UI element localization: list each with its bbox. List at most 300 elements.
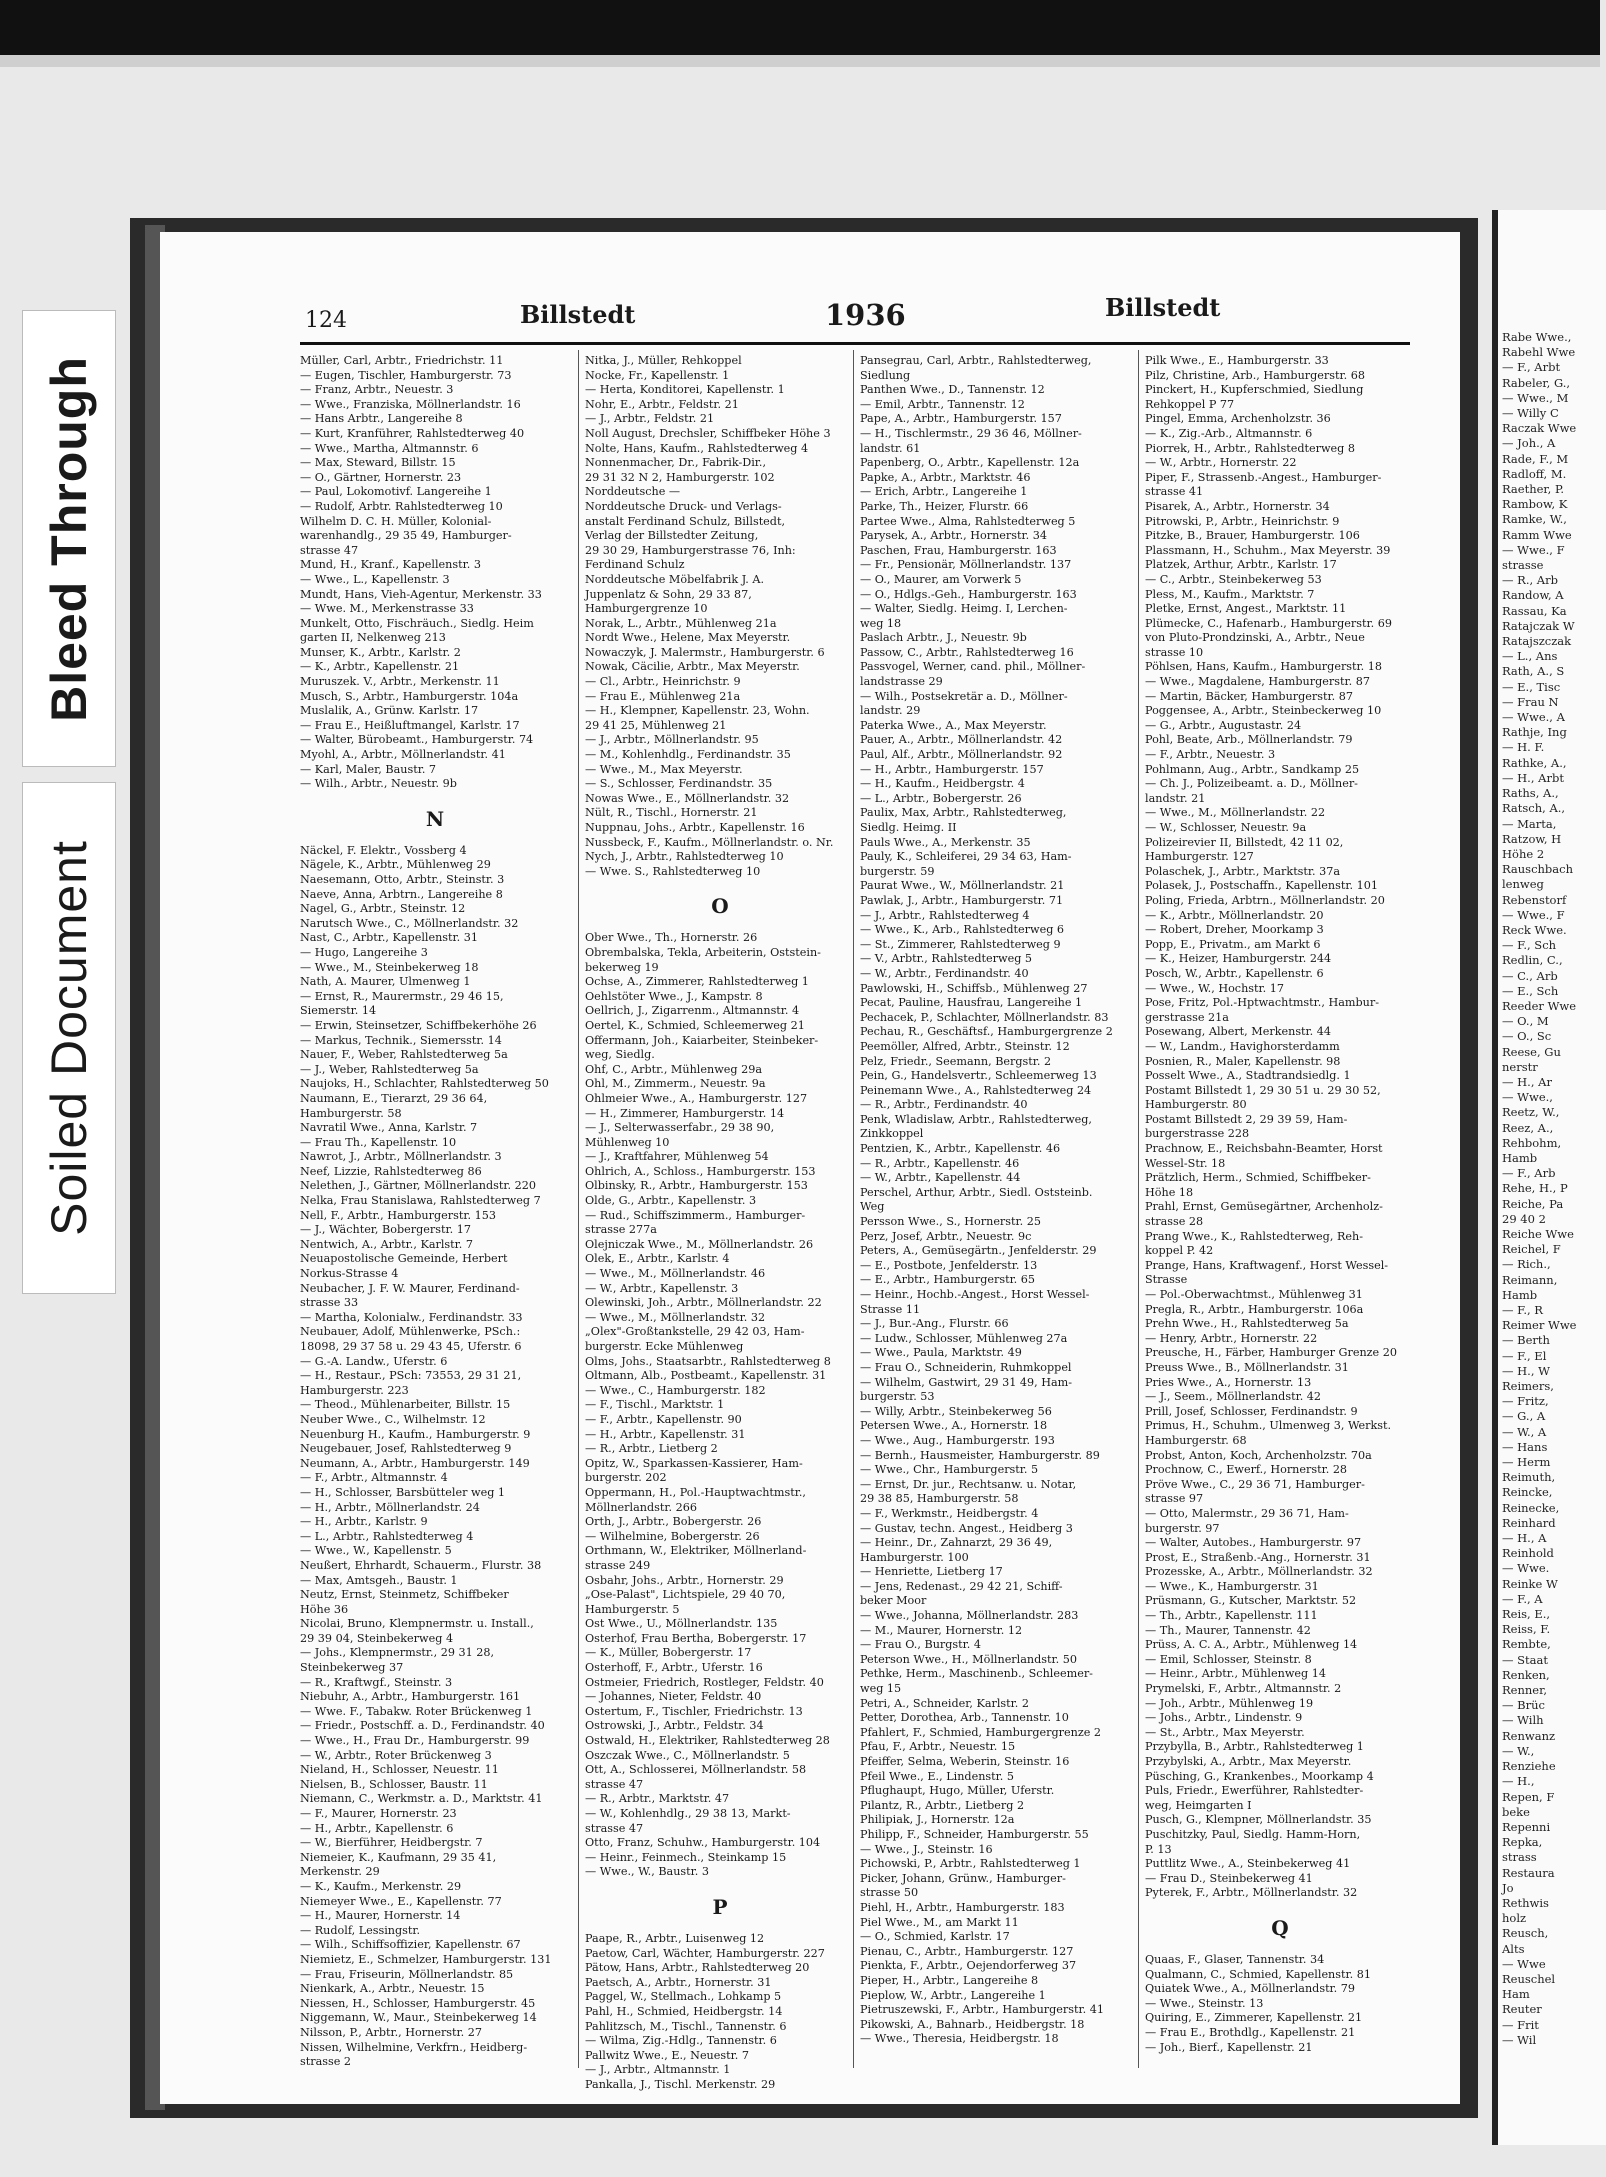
adjacent-page-fragment: — F., El xyxy=(1502,1348,1547,1363)
directory-entry: Pahlitzsch, M., Tischl., Tannenstr. 6 xyxy=(585,2019,787,2033)
adjacent-page-fragment: Repen, F xyxy=(1502,1789,1555,1804)
directory-entry: — C., Arbtr., Steinbekerweg 53 xyxy=(1145,572,1322,586)
directory-entry: strasse 41 xyxy=(1145,485,1204,499)
directory-entry: Wessel-Str. 18 xyxy=(1145,1156,1226,1170)
directory-entry: — Johs., Klempnermstr., 29 31 28, xyxy=(300,1646,495,1660)
directory-entry: — K., Heizer, Hamburgerstr. 244 xyxy=(1145,952,1332,966)
directory-entry: Penk, Wladislaw, Arbtr., Rahlstedterweg, xyxy=(860,1112,1092,1126)
directory-entry: Muslalik, A., Grünw. Karlstr. 17 xyxy=(300,704,479,718)
directory-entry: Nitka, J., Müller, Rehkoppel xyxy=(585,354,742,367)
adjacent-page-fragment: — H., xyxy=(1502,1774,1535,1789)
directory-entry: Verlag der Billstedter Zeitung, xyxy=(585,529,759,543)
adjacent-page-fragment: Reuschel xyxy=(1502,1971,1556,1986)
directory-entry: — Herta, Konditorei, Kapellenstr. 1 xyxy=(585,383,785,397)
directory-entry: Rehkoppel P 77 xyxy=(1145,397,1235,411)
adjacent-page-fragment: — Berth xyxy=(1502,1333,1550,1348)
directory-entry: — Emil, Arbtr., Tannenstr. 12 xyxy=(860,397,1025,411)
directory-entry: — Wwe., W., Hochstr. 17 xyxy=(1145,981,1284,995)
directory-entry: Niemietz, E., Schmelzer, Hamburgerstr. 131 xyxy=(300,1952,552,1966)
directory-entry: Neutz, Ernst, Steinmetz, Schiffbeker xyxy=(300,1588,509,1602)
directory-entry: Nissen, Wilhelmine, Verkfrn., Heidberg- xyxy=(300,2040,528,2054)
directory-entry: Orth, J., Arbtr., Bobergerstr. 26 xyxy=(585,1515,762,1529)
directory-entry: landstrasse 29 xyxy=(860,675,943,689)
directory-entry: — H., Klempner, Kapellenstr. 23, Wohn. xyxy=(585,704,810,718)
directory-entry: weg 15 xyxy=(860,1682,902,1696)
adjacent-page-fragment: — F., Arb xyxy=(1502,1166,1556,1181)
directory-entry: — Walter, Bürobeamt., Hamburgerstr. 74 xyxy=(300,733,534,747)
directory-entry: Pawlowski, H., Schiffsb., Mühlenweg 27 xyxy=(860,981,1088,995)
directory-entry: — Wwe., Johanna, Möllnerlandstr. 283 xyxy=(860,1609,1079,1623)
directory-entry: — Wwe., Paula, Marktstr. 49 xyxy=(860,1346,1022,1360)
directory-entry: Siedlung xyxy=(860,368,911,382)
adjacent-page-fragment: — Wwe., F xyxy=(1502,907,1565,922)
adjacent-page-fragment: Reincke, xyxy=(1502,1485,1553,1500)
adjacent-page-fragment: Reez, A., xyxy=(1502,1120,1554,1135)
directory-entry: Paetow, Carl, Wächter, Hamburgerstr. 227 xyxy=(585,1946,825,1960)
directory-entry: — J., Kraftfahrer, Mühlenweg 54 xyxy=(585,1150,769,1164)
column-divider xyxy=(1138,350,1139,2068)
adjacent-page-fragment: — Wwe., M xyxy=(1502,390,1569,405)
directory-entry: — Wwe., Chr., Hamburgerstr. 5 xyxy=(860,1463,1039,1477)
directory-entry: — H., Kaufm., Heidbergstr. 4 xyxy=(860,777,1025,791)
section-letter: O xyxy=(711,894,729,919)
directory-entry: — R., Kraftwgf., Steinstr. 3 xyxy=(300,1675,453,1689)
directory-entry: — Jens, Redenast., 29 42 21, Schiff- xyxy=(860,1579,1063,1593)
adjacent-page-fragment: Rabe Wwe., xyxy=(1502,330,1572,344)
directory-entry: — K., Arbtr., Kapellenstr. 21 xyxy=(300,660,460,674)
directory-entry: — W., Bierführer, Heidbergstr. 7 xyxy=(300,1836,483,1850)
directory-entry: Nych, J., Arbtr., Rahlstedterweg 10 xyxy=(585,850,784,864)
directory-entry: — Rudolf, Arbtr. Rahlstedterweg 10 xyxy=(300,499,503,513)
directory-entry: strasse 47 xyxy=(585,1777,644,1791)
directory-entry: — W., Arbtr., Hornerstr. 22 xyxy=(1145,456,1297,470)
directory-entry: Nentwich, A., Arbtr., Karlstr. 7 xyxy=(300,1237,474,1251)
directory-entry: Ostmeier, Friedrich, Rostleger, Feldstr. 40 xyxy=(585,1675,824,1689)
directory-entry: Naesemann, Otto, Arbtr., Steinstr. 3 xyxy=(300,873,505,886)
directory-entry: Nienkark, A., Arbtr., Neuestr. 15 xyxy=(300,1982,485,1996)
directory-entry: — Martin, Bäcker, Hamburgerstr. 87 xyxy=(1145,689,1353,703)
directory-entry: Quaas, F., Glaser, Tannenstr. 34 xyxy=(1145,1952,1325,1966)
directory-entry: — W., Landm., Havighorsterdamm xyxy=(1145,1039,1340,1053)
directory-entry: Ober Wwe., Th., Hornerstr. 26 xyxy=(585,931,758,945)
directory-entry: — Wwe., Franziska, Möllnerlandstr. 16 xyxy=(300,397,521,411)
directory-entry: Nocke, Fr., Kapellenstr. 1 xyxy=(585,368,730,382)
directory-entry: strasse 97 xyxy=(1145,1492,1204,1506)
adjacent-page-fragment: Raczak Wwe xyxy=(1502,421,1577,436)
directory-entry: Nell, F., Arbtr., Hamburgerstr. 153 xyxy=(300,1208,496,1222)
directory-entry: — J., Wächter, Bobergerstr. 17 xyxy=(300,1223,471,1237)
adjacent-page-fragment: Reimuth, xyxy=(1502,1470,1556,1485)
directory-entry: Naujoks, H., Schlachter, Rahlstedterweg 50 xyxy=(300,1077,549,1091)
directory-entry: Paetsch, A., Arbtr., Hornerstr. 31 xyxy=(585,1975,772,1989)
directory-entry: Popp, E., Privatm., am Markt 6 xyxy=(1145,937,1321,951)
adjacent-page-fragment: Repenni xyxy=(1502,1819,1551,1834)
directory-entry: Peinemann Wwe., A., Rahlstedterweg 24 xyxy=(860,1083,1092,1097)
directory-entry: — Johannes, Nieter, Feldstr. 40 xyxy=(585,1690,762,1704)
directory-entry: Hamburgergrenze 10 xyxy=(585,602,708,616)
directory-entry: Pletke, Ernst, Angest., Marktstr. 11 xyxy=(1145,602,1347,616)
directory-entry: — Wwe., M., Steinbekerweg 18 xyxy=(300,960,479,974)
adjacent-page-fragment: — L., Ans xyxy=(1502,649,1558,664)
section-letter: P xyxy=(712,1894,728,1919)
directory-entry: Pauls Wwe., A., Merkenstr. 35 xyxy=(860,835,1031,849)
directory-entry: Neef, Lizzie, Rahlstedterweg 86 xyxy=(300,1164,482,1178)
directory-entry: — Eugen, Tischler, Hamburgerstr. 73 xyxy=(300,368,512,382)
directory-entry: Posch, W., Arbtr., Kapellenstr. 6 xyxy=(1145,966,1324,980)
directory-entry: — Robert, Dreher, Moorkamp 3 xyxy=(1145,923,1324,937)
directory-entry: anstalt Ferdinand Schulz, Billstedt, xyxy=(585,514,786,528)
directory-entry: Pahl, H., Schmied, Heidbergstr. 14 xyxy=(585,2004,783,2018)
directory-entry: — H., Arbtr., Möllnerlandstr. 24 xyxy=(300,1500,480,1514)
directory-entry: — Wwe., Aug., Hamburgerstr. 193 xyxy=(860,1433,1055,1447)
directory-entry: — K., Müller, Bobergerstr. 17 xyxy=(585,1646,752,1660)
directory-entry: Nägele, K., Arbtr., Mühlenweg 29 xyxy=(300,858,491,872)
adjacent-page-fragment: Hamb xyxy=(1502,1287,1538,1302)
adjacent-page-fragment: Radloff, M. xyxy=(1502,466,1567,481)
directory-entry: — Fr., Pensionär, Möllnerlandstr. 137 xyxy=(860,558,1072,572)
adjacent-page-fragment: — Staat xyxy=(1502,1652,1548,1667)
directory-entry: Posewang, Albert, Merkenstr. 44 xyxy=(1145,1025,1332,1039)
directory-entry: Narutsch Wwe., C., Möllnerlandstr. 32 xyxy=(300,916,519,930)
directory-entry: Puls, Friedr., Ewerführer, Rahlstedter- xyxy=(1145,1784,1364,1798)
directory-entry: Musch, S., Arbtr., Hamburgerstr. 104a xyxy=(300,689,519,703)
directory-entry: — Frau O., Burgstr. 4 xyxy=(860,1638,981,1652)
directory-entry: — G.-A. Landw., Uferstr. 6 xyxy=(300,1354,448,1368)
directory-entry: „Olex"-Großtankstelle, 29 42 03, Ham- xyxy=(585,1325,805,1339)
directory-entry: — Wwe., K., Hamburgerstr. 31 xyxy=(1145,1579,1319,1593)
directory-entry: — O., Gärtner, Hornerstr. 23 xyxy=(300,470,462,484)
directory-entry: — H., Zimmerer, Hamburgerstr. 14 xyxy=(585,1106,785,1120)
directory-entry: — Wwe., M., Möllnerlandstr. 22 xyxy=(1145,806,1326,820)
directory-entry: Pawlak, J., Arbtr., Hamburgerstr. 71 xyxy=(860,893,1064,907)
directory-entry: — H., Restaur., PSch: 73553, 29 31 21, xyxy=(300,1369,522,1383)
directory-entry: Pisarek, A., Arbtr., Hornerstr. 34 xyxy=(1145,499,1330,513)
directory-entry: Puttlitz Wwe., A., Steinbekerweg 41 xyxy=(1145,1857,1351,1871)
directory-entry: — Henriette, Lietberg 17 xyxy=(860,1565,1003,1579)
directory-entry: — K., Arbtr., Möllnerlandstr. 20 xyxy=(1145,908,1324,922)
directory-entry: Norkus-Strasse 4 xyxy=(300,1267,399,1281)
directory-entry: gerstrasse 21a xyxy=(1145,1010,1229,1024)
directory-page xyxy=(160,232,1460,2104)
bleed-through-text: Bleed Through xyxy=(41,355,98,722)
directory-entry: Pauer, A., Arbtr., Möllnerlandstr. 42 xyxy=(860,733,1063,747)
directory-entry: Philipp, F., Schneider, Hamburgerstr. 55 xyxy=(860,1827,1089,1841)
directory-entry: Pilz, Christine, Arb., Hamburgerstr. 68 xyxy=(1145,368,1365,382)
adjacent-page-fragment: — O., M xyxy=(1502,1014,1549,1029)
directory-entry: Petter, Dorothea, Arb., Tannenstr. 10 xyxy=(860,1711,1069,1725)
directory-entry: Prange, Hans, Kraftwagenf., Horst Wessel- xyxy=(1145,1258,1389,1272)
directory-entry: — O., Maurer, am Vorwerk 5 xyxy=(860,572,1022,586)
adjacent-page-fragment: Ratzow, H xyxy=(1502,831,1562,846)
scanner-top-margin xyxy=(0,55,1600,67)
adjacent-page-fragment: — H., A xyxy=(1502,1531,1547,1546)
directory-entry: Nawrot, J., Arbtr., Möllnerlandstr. 3 xyxy=(300,1150,502,1164)
adjacent-page-fragment: Reimer Wwe xyxy=(1502,1318,1577,1333)
header-left-title: Billstedt xyxy=(520,300,636,329)
directory-entry: — Wwe., J., Steinstr. 16 xyxy=(860,1842,993,1856)
adjacent-page-fragment: — Herm xyxy=(1502,1455,1551,1470)
adjacent-page-fragment: Reusch, xyxy=(1502,1926,1549,1941)
directory-entry: — Rudolf, Lessingstr. xyxy=(300,1923,421,1937)
adjacent-page-fragment: Rehe, H., P xyxy=(1502,1181,1568,1196)
directory-entry: — Wwe., M., Möllnerlandstr. 46 xyxy=(585,1267,766,1281)
directory-entry: Pingel, Emma, Archenholzstr. 36 xyxy=(1145,412,1331,426)
adjacent-page-fragment: — O., Sc xyxy=(1502,1029,1552,1044)
directory-entry: Osterhoff, F., Arbtr., Uferstr. 16 xyxy=(585,1661,763,1675)
directory-entry: — Wilh., Arbtr., Neuestr. 9b xyxy=(300,777,457,791)
directory-entry: Niggemann, W., Maur., Steinbekerweg 14 xyxy=(300,2011,537,2025)
column-divider xyxy=(853,350,854,2068)
directory-entry: Postamt Billstedt 2, 29 39 59, Ham- xyxy=(1145,1112,1348,1126)
directory-entry: Picker, Johann, Grünw., Hamburger- xyxy=(860,1871,1066,1885)
directory-entry: Nonnenmacher, Dr., Fabrik-Dir., xyxy=(585,456,767,470)
directory-entry: Nussbeck, F., Kaufm., Möllnerlandstr. o. Nr. xyxy=(585,835,834,849)
directory-entry: Olbinsky, R., Arbtr., Hamburgerstr. 153 xyxy=(585,1179,808,1193)
directory-entry: Prozesske, A., Arbtr., Möllnerlandstr. 32 xyxy=(1145,1565,1373,1579)
directory-entry: — H., Schlosser, Barsbütteler weg 1 xyxy=(300,1485,506,1499)
directory-entry: Munser, K., Arbtr., Karlstr. 2 xyxy=(300,645,461,659)
directory-entry: Höhe 36 xyxy=(300,1602,349,1616)
directory-entry: — R., Arbtr., Marktstr. 47 xyxy=(585,1792,730,1806)
directory-entry: Paslach Arbtr., J., Neuestr. 9b xyxy=(860,631,1027,645)
directory-entry: 29 30 29, Hamburgerstrasse 76, Inh: xyxy=(585,543,796,557)
directory-entry: Hamburgerstr. 80 xyxy=(1145,1098,1247,1112)
directory-entry: strasse 249 xyxy=(585,1558,651,1572)
directory-entry: — Walter, Autobes., Hamburgerstr. 97 xyxy=(1145,1536,1362,1550)
directory-entry: strasse 2 xyxy=(300,2055,352,2069)
directory-entry: Orthmann, W., Elektriker, Möllnerland- xyxy=(585,1544,807,1558)
directory-entry: Pilantz, R., Arbtr., Lietberg 2 xyxy=(860,1798,1025,1812)
directory-entry: — St., Zimmerer, Rahlstedterweg 9 xyxy=(860,937,1061,951)
directory-entry: — Wwe., L., Kapellenstr. 3 xyxy=(300,572,450,586)
adjacent-page-fragment: Rabeler, G., xyxy=(1502,375,1571,390)
directory-entry: Niebuhr, A., Arbtr., Hamburgerstr. 161 xyxy=(300,1690,521,1704)
adjacent-page-fragment: Rauschbach xyxy=(1502,862,1573,877)
directory-entry: Prochnow, C., Ewerf., Hornerstr. 28 xyxy=(1145,1463,1348,1477)
directory-entry: — F., Arbtr., Neuestr. 3 xyxy=(1145,748,1276,762)
directory-entry: Pose, Fritz, Pol.-Hptwachtmstr., Hambur- xyxy=(1145,996,1379,1010)
directory-entry: Pankalla, J., Tischl. Merkenstr. 29 xyxy=(585,2077,776,2091)
directory-entry: Pein, G., Handelsvertr., Schleemerweg 13 xyxy=(860,1069,1097,1083)
directory-entry: — K., Zig.-Arb., Altmannstr. 6 xyxy=(1145,426,1313,440)
directory-entry: Strasse 11 xyxy=(860,1302,921,1316)
adjacent-page-fragment: — R., Arb xyxy=(1502,573,1558,588)
directory-entry: Platzek, Arthur, Arbtr., Karlstr. 17 xyxy=(1145,558,1337,572)
directory-entry: Noll August, Drechsler, Schiffbeker Höhe 3 xyxy=(585,426,831,440)
directory-entry: Näckel, F. Elektr., Vossberg 4 xyxy=(300,843,467,857)
adjacent-page-fragment: Reichel, F xyxy=(1502,1242,1561,1257)
directory-entry: Pohl, Beate, Arb., Möllnerlandstr. 79 xyxy=(1145,733,1353,747)
directory-entry: Niemann, C., Werkmstr. a. D., Marktstr. 41 xyxy=(300,1792,543,1806)
soiled-document-label xyxy=(22,782,116,1294)
directory-entry: Plassmann, H., Schuhm., Max Meyerstr. 39 xyxy=(1145,543,1391,557)
adjacent-page-column xyxy=(1498,210,1606,2048)
directory-entry: — J., Arbtr., Möllnerlandstr. 95 xyxy=(585,733,759,747)
directory-entry: Osterhof, Frau Bertha, Bobergerstr. 17 xyxy=(585,1631,807,1645)
directory-entry: Pilk Wwe., E., Hamburgerstr. 33 xyxy=(1145,354,1329,367)
directory-entry: strasse 33 xyxy=(300,1296,359,1310)
directory-column-3 xyxy=(860,354,1130,2064)
directory-entry: — F., Arbtr., Kapellenstr. 90 xyxy=(585,1412,742,1426)
directory-entry: — W., Schlosser, Neuestr. 9a xyxy=(1145,821,1307,834)
directory-entry: Navratil Wwe., Anna, Karlstr. 7 xyxy=(300,1121,478,1135)
adjacent-page-fragment: Alts xyxy=(1502,1941,1525,1956)
directory-entry: Nielsen, B., Schlosser, Baustr. 11 xyxy=(300,1777,488,1791)
directory-entry: burgerstrasse 228 xyxy=(1145,1127,1250,1141)
directory-entry: Peemöller, Alfred, Arbtr., Steinstr. 12 xyxy=(860,1039,1070,1053)
directory-entry: — Emil, Schlosser, Steinstr. 8 xyxy=(1145,1652,1312,1666)
directory-entry: von Pluto-Prondzinski, A., Arbtr., Neue xyxy=(1145,631,1365,645)
directory-entry: Neuenburg H., Kaufm., Hamburgerstr. 9 xyxy=(300,1427,531,1441)
adjacent-page-fragment: — E., Tisc xyxy=(1502,679,1561,694)
directory-entry: Hamburgerstr. 223 xyxy=(300,1383,409,1397)
directory-entry: Neubauer, Adolf, Mühlenwerke, PSch.: xyxy=(300,1325,521,1339)
directory-entry: — R., Arbtr., Ferdinandstr. 40 xyxy=(860,1098,1028,1112)
directory-entry: Polaschek, J., Arbtr., Marktstr. 37a xyxy=(1145,864,1341,878)
directory-entry: — S., Schlosser, Ferdinandstr. 35 xyxy=(585,777,773,791)
directory-entry: — Martha, Kolonialw., Ferdinandstr. 33 xyxy=(300,1310,523,1324)
directory-entry: Nowak, Cäcilie, Arbtr., Max Meyerstr. xyxy=(585,660,800,674)
directory-entry: Nordt Wwe., Helene, Max Meyerstr. xyxy=(585,631,791,645)
adjacent-page-fragment: Reinke W xyxy=(1502,1576,1558,1591)
directory-entry: — Heinr., Dr., Zahnarzt, 29 36 49, xyxy=(860,1536,1053,1550)
directory-entry: — Ch. J., Polizeibeamt. a. D., Möllner- xyxy=(1145,777,1358,791)
section-letter: Q xyxy=(1271,1915,1289,1940)
adjacent-page-fragment: — H. F. xyxy=(1502,740,1545,755)
directory-entry: Pless, M., Kaufm., Marktstr. 7 xyxy=(1145,587,1315,601)
directory-entry: „Ose-Palast", Lichtspiele, 29 40 70, xyxy=(585,1588,786,1602)
directory-entry: Püsching, G., Krankenbes., Moorkamp 4 xyxy=(1145,1769,1374,1783)
directory-entry: Petri, A., Schneider, Karlstr. 2 xyxy=(860,1696,1030,1710)
adjacent-page-fragment: Repka, xyxy=(1502,1835,1543,1850)
directory-entry: — Max, Amtsgeh., Baustr. 1 xyxy=(300,1573,458,1587)
directory-entry: Pienau, C., Arbtr., Hamburgerstr. 127 xyxy=(860,1944,1074,1958)
directory-entry: — Max, Steward, Billstr. 15 xyxy=(300,456,456,470)
directory-entry: Passow, C., Arbtr., Rahlstedterweg 16 xyxy=(860,645,1074,659)
directory-entry: — K., Kaufm., Merkenstr. 29 xyxy=(300,1879,462,1893)
adjacent-page-fragment: Restaura xyxy=(1502,1865,1555,1880)
directory-entry: Nieland, H., Schlosser, Neuestr. 11 xyxy=(300,1763,499,1777)
adjacent-page-fragment: — G., A xyxy=(1502,1409,1546,1424)
adjacent-page-fragment: Höhe 2 xyxy=(1502,846,1545,861)
adjacent-page-fragment: Reinecke, xyxy=(1502,1500,1560,1515)
directory-entry: — Frau D., Steinbekerweg 41 xyxy=(1145,1871,1313,1885)
directory-entry: Ochse, A., Zimmerer, Rahlstedterweg 1 xyxy=(585,975,809,989)
directory-entry: — H., Arbtr., Kapellenstr. 6 xyxy=(300,1821,454,1835)
directory-entry: Polasek, J., Postschaffn., Kapellenstr. 101 xyxy=(1145,879,1378,893)
soiled-document-text: Soiled Document xyxy=(41,840,98,1236)
directory-entry: — J., Arbtr., Altmannstr. 1 xyxy=(585,2063,731,2077)
directory-entry: — J., Seem., Möllnerlandstr. 42 xyxy=(1145,1390,1322,1404)
adjacent-page-fragment: Reinhard xyxy=(1502,1515,1556,1530)
directory-entry: Ferdinand Schulz xyxy=(585,558,685,572)
directory-entry: landstr. 61 xyxy=(860,441,921,455)
directory-entry: Pinckert, H., Kupferschmied, Siedlung xyxy=(1145,383,1364,397)
directory-entry: Pechau, R., Geschäftsf., Hamburgergrenze 2 xyxy=(860,1025,1113,1039)
adjacent-page-fragment: — Wilh xyxy=(1502,1713,1544,1728)
page-header xyxy=(160,290,1460,340)
directory-entry: — O., Schmied, Karlstr. 17 xyxy=(860,1930,1010,1944)
directory-entry: Pyterek, F., Arbtr., Möllnerlandstr. 32 xyxy=(1145,1886,1358,1900)
directory-entry: Hamburgerstr. 58 xyxy=(300,1106,402,1120)
directory-entry: strasse 28 xyxy=(1145,1215,1204,1229)
directory-entry: — Frau E., Heißluftmangel, Karlstr. 17 xyxy=(300,718,520,732)
directory-entry: Puschitzky, Paul, Siedlg. Hamm-Horn, xyxy=(1145,1827,1361,1841)
directory-entry: weg 18 xyxy=(860,616,902,630)
adjacent-page-fragment: — Wwe. xyxy=(1502,1561,1550,1576)
adjacent-page-fragment: Ramke, W., xyxy=(1502,512,1567,527)
adjacent-page-fragment: Reuter xyxy=(1502,2002,1542,2017)
directory-entry: — J., Arbtr., Rahlstedterweg 4 xyxy=(860,908,1030,922)
directory-entry: — Paul, Lokomotivf. Langereihe 1 xyxy=(300,485,492,499)
directory-entry: — W., Arbtr., Kapellenstr. 3 xyxy=(585,1281,739,1295)
directory-entry: Mund, H., Kranf., Kapellenstr. 3 xyxy=(300,558,481,572)
adjacent-page-fragment: — Willy C xyxy=(1502,406,1559,421)
directory-entry: Pitzke, B., Brauer, Hamburgerstr. 106 xyxy=(1145,529,1360,543)
directory-entry: 29 31 32 N 2, Hamburgerstr. 102 xyxy=(585,470,775,484)
directory-entry: — Hans Arbtr., Langereihe 8 xyxy=(300,412,463,426)
directory-entry: Ott, A., Schlosserei, Möllnerlandstr. 58 xyxy=(585,1763,807,1777)
directory-entry: Postamt Billstedt 1, 29 30 51 u. 29 30 52, xyxy=(1145,1083,1381,1097)
directory-entry: Passvogel, Werner, cand. phil., Möllner- xyxy=(860,660,1086,674)
directory-entry: Pfeil Wwe., E., Lindenstr. 5 xyxy=(860,1769,1014,1783)
directory-entry: Muruszek. V., Arbtr., Merkenstr. 11 xyxy=(300,675,500,689)
directory-entry: — Otto, Malermstr., 29 36 71, Ham- xyxy=(1145,1506,1349,1520)
adjacent-page-fragment: Reiche Wwe xyxy=(1502,1226,1574,1241)
adjacent-page-fragment: — F., R xyxy=(1502,1303,1543,1317)
adjacent-page-fragment: Ham xyxy=(1502,1987,1530,2002)
directory-entry: Oellrich, J., Zigarrenm., Altmannstr. 4 xyxy=(585,1004,800,1018)
adjacent-page-fragment: — W., A xyxy=(1502,1424,1547,1439)
directory-entry: — Wwe. M., Merkenstrasse 33 xyxy=(300,602,474,616)
adjacent-page-fragment: Rade, F., M xyxy=(1502,451,1569,466)
header-right-title: Billstedt xyxy=(1105,293,1221,322)
directory-entry: Osbahr, Johs., Arbtr., Hornerstr. 29 xyxy=(585,1573,784,1587)
directory-entry: — F., Werkmstr., Heidbergstr. 4 xyxy=(860,1506,1039,1520)
directory-entry: — E., Postbote, Jenfelderstr. 13 xyxy=(860,1258,1038,1272)
adjacent-page-fragment: Reeder Wwe xyxy=(1502,998,1577,1013)
directory-entry: Nauer, F., Weber, Rahlstedterweg 5a xyxy=(300,1048,508,1062)
directory-entry: Siemerstr. 14 xyxy=(300,1004,377,1018)
directory-entry: Pusch, G., Klempner, Möllnerlandstr. 35 xyxy=(1145,1813,1372,1827)
adjacent-page-fragment: — Frit xyxy=(1502,2017,1539,2032)
directory-entry: strasse 50 xyxy=(860,1886,919,1900)
directory-entry: Poling, Frieda, Arbtrn., Möllnerlandstr. 20 xyxy=(1145,893,1385,907)
directory-entry: — Wwe., Steinstr. 13 xyxy=(1145,1996,1264,2010)
directory-entry: Przybylski, A., Arbtr., Max Meyerstr. xyxy=(1145,1755,1352,1768)
directory-entry: — Wilhelm, Gastwirt, 29 31 49, Ham- xyxy=(860,1375,1073,1389)
directory-entry: — Willy, Arbtr., Steinbekerweg 56 xyxy=(860,1404,1052,1418)
directory-entry: — Ernst, R., Maurermstr., 29 46 15, xyxy=(300,989,504,1003)
directory-entry: — Henry, Arbtr., Hornerstr. 22 xyxy=(1145,1331,1318,1345)
adjacent-page-fragment: Rassau, Ka xyxy=(1502,603,1567,618)
directory-entry: Ostwald, H., Elektriker, Rahlstedterweg 28 xyxy=(585,1734,830,1748)
directory-entry: landstr. 29 xyxy=(860,704,921,718)
directory-entry: — Ernst, Dr. jur., Rechtsanw. u. Notar, xyxy=(860,1477,1077,1491)
adjacent-page-fragment: — Fritz, xyxy=(1502,1394,1549,1409)
header-rule xyxy=(300,342,1410,345)
directory-entry: Paulix, Max, Arbtr., Rahlstedterweg, xyxy=(860,806,1067,820)
directory-entry: Pienkta, F., Arbtr., Oejendorferweg 37 xyxy=(860,1959,1077,1973)
adjacent-page-fragment: — Wil xyxy=(1502,2032,1537,2047)
directory-entry: Zinkkoppel xyxy=(860,1127,924,1141)
directory-entry: Strasse xyxy=(1145,1273,1188,1287)
directory-entry: Pätow, Hans, Arbtr., Rahlstedterweg 20 xyxy=(585,1961,810,1975)
directory-entry: — Wwe., W., Kapellenstr. 5 xyxy=(300,1544,452,1558)
directory-entry: Opitz, W., Sparkassen-Kassierer, Ham- xyxy=(585,1456,803,1470)
directory-entry: — H., Arbtr., Hamburgerstr. 157 xyxy=(860,762,1044,776)
adjacent-page-fragment: Ratsch, A., xyxy=(1502,801,1566,816)
